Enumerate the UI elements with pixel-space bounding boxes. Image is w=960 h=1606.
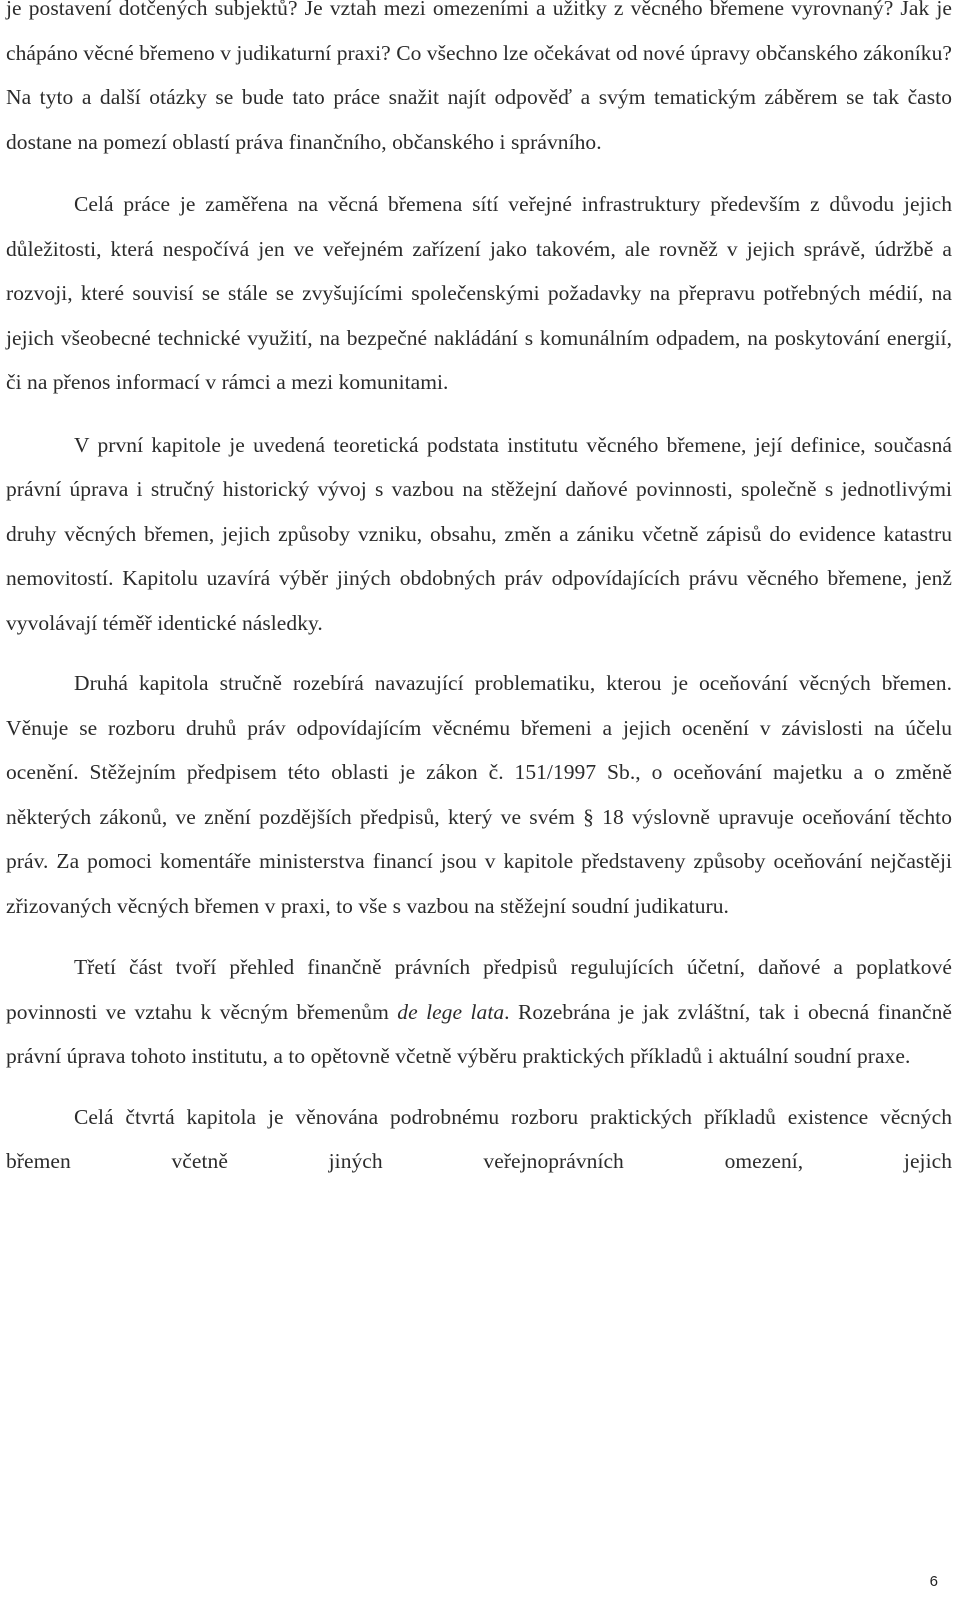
paragraph-chapter-three-text-b: . Rozebrána je jak zvláštní, tak i obecná finančně právní úprava tohoto institutu, a to opětovně včetně výběru praktických příkladů i aktuální soudní praxe.: [6, 999, 952, 1068]
paragraph-chapter-four: Celá čtvrtá kapitola je věnována podrobnému rozboru praktických příkladů existence věcných břemen včetně jiných veřejnoprávních omezení, jejich: [6, 1104, 952, 1173]
paragraph-chapter-one: V první kapitole je uvedená teoretická podstata institutu věcného břemene, její definice, současná právní úprava i stručný historický vývoj s vazbou na stěžejní daňové povinnosti, společně s jednotlivými druhy věcných břemen, jejich způsoby vzniku, obsahu, změn a zániku včetně zápisů do evidence katastru nemovitostí. Kapitolu uzavírá výběr jiných obdobných práv odpovídajících právu věcného břemene, jenž vyvolávají téměř identické následky.: [6, 432, 952, 635]
paragraph-chapter-three-text-a: Třetí část tvoří přehled finančně právních předpisů regulujících účetní, daňové a poplatkové povinnosti ve vztahu k věcným břemenům: [6, 955, 952, 1024]
paragraph-infrastructure: Celá práce je zaměřena na věcná břemena sítí veřejné infrastruktury především z důvodu jejich důležitosti, která nespočívá jen ve veřejném zařízení jako takovém, ale rovněž v jejich správě, údržbě a rozvoji, které souvisí se stále se zvyšujícími společenskými požadavky na přepravu potřebných médií, na jejich všeobecné technické využití, na bezpečné nakládání s komunálním odpadem, na poskytování energií, či na přenos informací v rámci a mezi komunitami.: [6, 192, 952, 394]
paragraph-intro-continuation: je postavení dotčených subjektů? Je vztah mezi omezeními a užitky z věcného břemene vyrovnaný? Jak je chápáno věcné břemeno v judikaturní praxi? Co všechno lze očekávat od nové úpravy občanského zákoníku? Na tyto a další otázky se bude tato práce snažit najít odpověď a svým tematickým záběrem se tak často dostane na pomezí oblastí práva finančního, občanského i správního.: [6, 0, 952, 154]
page-number: 6: [929, 1573, 938, 1590]
document-page: [6, 0, 952, 1184]
paragraph-chapter-two: Druhá kapitola stručně rozebírá navazující problematiku, kterou je oceňování věcných břemen. Věnuje se rozboru druhů práv odpovídajícím věcnému břemeni a jejich ocenění v závislosti na účelu ocenění. Stěžejním předpisem této oblasti je zákon č. 151/1997 Sb., o oceňování majetku a o změně některých zákonů, ve znění pozdějších předpisů, který ve svém § 18 výslovně upravuje oceňování těchto práv. Za pomoci komentáře ministerstva financí jsou v kapitole představeny způsoby oceňování nejčastěji zřizovaných věcných břemen v praxi, to vše s vazbou na stěžejní soudní judikaturu.: [6, 671, 952, 918]
paragraph-chapter-three: [6, 945, 952, 1079]
latin-phrase: de lege lata: [397, 999, 505, 1024]
